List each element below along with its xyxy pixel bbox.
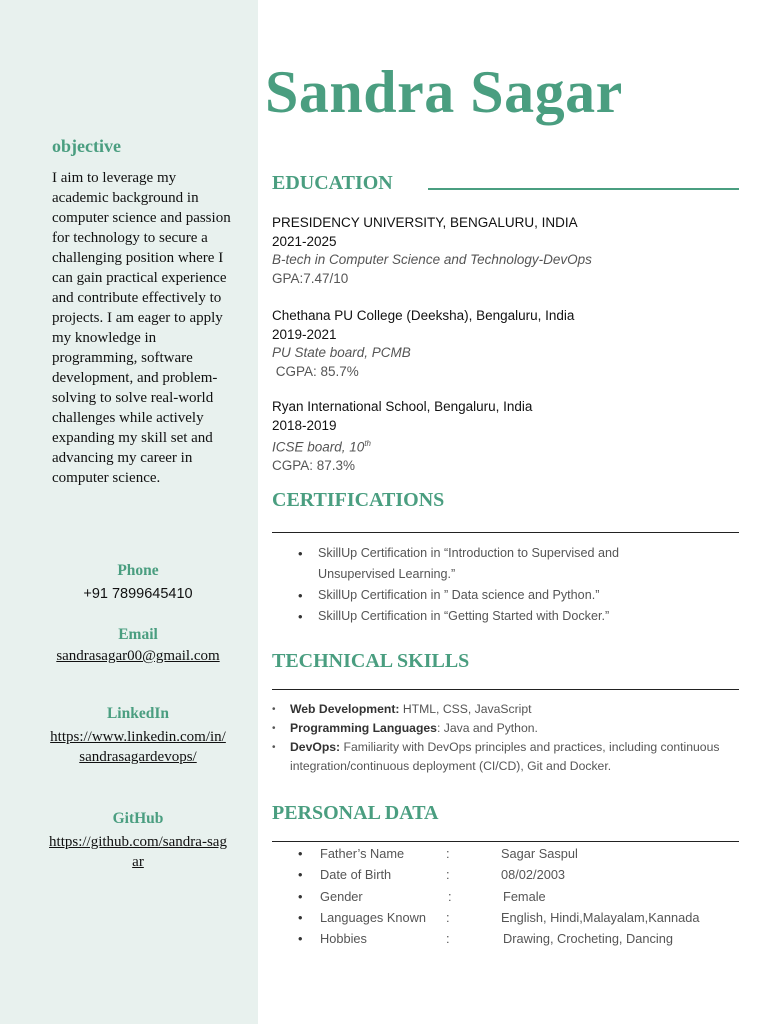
- personal-value: English, Hindi,Malayalam,Kannada: [501, 909, 700, 925]
- school-years: 2019-2021: [272, 326, 337, 342]
- personal-key: Hobbies: [320, 931, 367, 947]
- education-rule: [428, 188, 739, 190]
- skills-rule: [272, 689, 739, 690]
- separator: :: [446, 867, 450, 883]
- personal-value: Drawing, Crocheting, Dancing: [503, 931, 673, 947]
- certifications-list: [290, 543, 690, 627]
- skill-text: Familiarity with DevOps principles and practices, including continuous integration/continuous deployment (CI/CD), Git and Docker.: [290, 740, 720, 773]
- skill-text: : Java and Python.: [436, 721, 538, 735]
- course-superscript: th: [364, 439, 371, 448]
- list-item: • SkillUp Certification in ” Data science and Python.”: [290, 585, 690, 606]
- linkedin-label: LinkedIn: [106, 705, 170, 722]
- school-years: 2018-2019: [272, 417, 337, 433]
- certifications-rule: [272, 532, 739, 533]
- skills-heading: TECHNICAL SKILLS: [272, 650, 470, 672]
- skill-text: HTML, CSS, JavaScript: [399, 702, 532, 716]
- personal-key: Father’s Name: [320, 846, 405, 861]
- personal-value: Female: [503, 888, 546, 904]
- school-years: 2021-2025: [272, 233, 337, 249]
- skill-label: Programming Languages: [290, 721, 437, 735]
- education-entry: [272, 214, 592, 288]
- certifications-heading: CERTIFICATIONS: [272, 489, 445, 511]
- objective-text: I aim to leverage my academic background in computer science and passion for technology to secure a challenging position where I can gain practical experience and contribute effectively to projects. I am eager to apply my knowledge in programming, software development, and problem-solving to solve real-world challenges while actively expanding my skill set and advancing my career in computer science.: [52, 170, 231, 486]
- separator: :: [446, 909, 450, 925]
- personal-heading: PERSONAL DATA: [272, 802, 439, 824]
- bullet-icon: •: [298, 931, 303, 947]
- personal-value: Sagar Saspul: [501, 846, 578, 861]
- candidate-name: Sandra Sagar: [265, 59, 623, 125]
- education-entry: [272, 307, 574, 381]
- school-name: Ryan International School, Bengaluru, India: [272, 399, 533, 414]
- github-link[interactable]: https://github.com/sandra-sagar: [49, 834, 227, 870]
- separator: :: [446, 846, 450, 861]
- school-name: PRESIDENCY UNIVERSITY, BENGALURU, INDIA: [272, 215, 578, 230]
- list-item: • SkillUp Certification in “Introduction to Supervised and Unsupervised Learning.”: [290, 543, 690, 585]
- education-entry: [272, 398, 532, 476]
- bullet-icon: •: [298, 909, 303, 925]
- objective-heading: objective: [52, 136, 121, 156]
- github-label: GitHub: [112, 810, 164, 827]
- education-heading: EDUCATION: [272, 172, 393, 194]
- skills-list: [272, 700, 742, 776]
- email-label: Email: [118, 626, 158, 643]
- phone-label: Phone: [117, 562, 159, 579]
- phone-value: +91 7899645410: [83, 586, 193, 602]
- school-grade: GPA:7.47/10: [272, 270, 349, 286]
- bullet-icon: •: [298, 846, 303, 861]
- list-item: [272, 719, 742, 738]
- personal-key: Languages Known: [320, 909, 427, 925]
- school-grade: CGPA: 87.3%: [272, 458, 356, 473]
- personal-key: Gender: [320, 888, 363, 904]
- personal-key: Date of Birth: [320, 867, 392, 883]
- bullet-icon: •: [298, 888, 303, 904]
- list-item: [272, 738, 742, 776]
- separator: :: [446, 931, 450, 947]
- skill-label: DevOps:: [290, 740, 341, 754]
- school-course: B-tech in Computer Science and Technology-DevOps: [272, 252, 592, 267]
- email-link[interactable]: sandrasagar00@gmail.com: [56, 648, 220, 664]
- list-item: • SkillUp Certification in “Getting Started with Docker.”: [290, 606, 690, 627]
- bullet-icon: •: [298, 867, 303, 883]
- skill-label: Web Development:: [290, 702, 400, 716]
- separator: :: [448, 888, 452, 904]
- personal-value: 08/02/2003: [501, 867, 566, 883]
- personal-rule: [272, 841, 739, 842]
- school-course: PU State board, PCMB: [272, 345, 411, 360]
- school-course-line: [272, 435, 532, 457]
- school-grade: CGPA: 85.7%: [272, 363, 359, 379]
- school-name: Chethana PU College (Deeksha), Bengaluru, India: [272, 308, 575, 323]
- linkedin-link[interactable]: https://www.linkedin.com/in/sandrasagardevops/: [50, 729, 226, 765]
- list-item: [272, 700, 742, 719]
- school-course: ICSE board, 10: [272, 439, 365, 455]
